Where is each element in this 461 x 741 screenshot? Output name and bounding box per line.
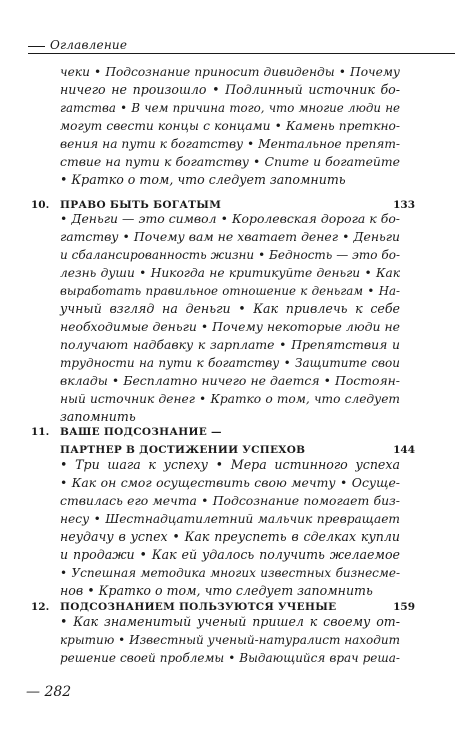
toc-line: неудачу в успех • Как преуспеть в сделках купли	[60, 529, 400, 544]
chapter-12-title: ПОДСОЗНАНИЕМ ПОЛЬЗУЮТСЯ УЧЕНЫЕ	[60, 601, 337, 613]
toc-line: ничего не произошло • Подлинный источник бо-	[60, 82, 400, 97]
toc-line: • Как знаменитый ученый пришел к своему от-	[60, 614, 400, 629]
header-dash	[28, 46, 45, 47]
toc-line: чеки • Подсознание приносит дивиденды • Почему	[60, 65, 400, 79]
toc-line: вения на пути к богатству • Ментальное препят-	[60, 137, 400, 151]
toc-line: ный источник денег • Кратко о том, что следует	[60, 392, 400, 406]
toc-line: решение своей проблемы • Выдающийся врач реша-	[60, 651, 400, 665]
toc-line: трудности на пути к богатству • Защитите свои	[60, 356, 400, 370]
toc-line: ствилась его мечта • Подсознание помогает биз-	[60, 493, 400, 508]
page-number: — 282	[26, 684, 72, 700]
toc-line: крытию • Известный ученый-натуралист находит	[60, 633, 400, 647]
toc-line: нов • Кратко о том, что следует запомнить	[60, 583, 373, 598]
toc-continuation	[60, 63, 400, 189]
chapter-10-contents	[60, 210, 400, 426]
chapter-11-title: ВАШЕ ПОДСОЗНАНИЕ —	[60, 426, 222, 438]
chapter-11-title-line2: ПАРТНЕР В ДОСТИЖЕНИИ УСПЕХОВ	[60, 444, 306, 456]
toc-line: необходимые деньги • Почему некоторые люди не	[60, 319, 400, 334]
toc-line: • Деньги — это символ • Королевская дорога к бо-	[60, 211, 400, 226]
toc-line: запомнить	[60, 409, 136, 424]
toc-line: выработать правильное отношение к деньгам • На-	[60, 284, 400, 298]
toc-line: ствие на пути к богатству • Спите и богатейте	[60, 154, 400, 169]
toc-line: • Как он смог осуществить свою мечту • Осуще-	[60, 475, 400, 490]
toc-line: и продажи • Как ей удалось получить желаемое	[60, 547, 400, 562]
chapter-12-contents	[60, 613, 400, 667]
toc-line: гатства • В чем причина того, что многие люди не	[60, 101, 400, 115]
toc-line: лезнь души • Никогда не критикуйте деньги • Как	[60, 266, 400, 280]
toc-line: • Три шага к успеху • Мера истинного успеха	[60, 457, 400, 472]
chapter-12-page: 159	[393, 601, 415, 613]
chapter-10-number: 10.	[31, 199, 50, 211]
toc-line: • Кратко о том, что следует запомнить	[60, 172, 346, 187]
running-header: Оглавление	[50, 38, 128, 52]
toc-line: • Успешная методика многих известных бизнесме-	[60, 566, 400, 580]
chapter-11-page: 144	[393, 444, 415, 456]
chapter-10-page: 133	[393, 199, 415, 211]
toc-line: несу • Шестнадцатилетний мальчик превращает	[60, 512, 400, 526]
toc-line: получают надбавку к зарплате • Препятствия и	[60, 337, 400, 352]
chapter-11-number: 11.	[31, 426, 50, 438]
toc-line: учный взгляд на деньги • Как привлечь к себе	[60, 301, 400, 316]
page-number-value: 282	[44, 684, 72, 700]
chapter-11-contents	[60, 456, 400, 600]
header-rule	[28, 53, 455, 54]
toc-line: могут свести концы с концами • Камень преткно-	[60, 119, 400, 133]
toc-line: и сбалансированность жизни • Бедность — это бо-	[60, 248, 400, 262]
toc-line: вклады • Бесплатно ничего не дается • Постоян-	[60, 373, 400, 388]
chapter-10-title: ПРАВО БЫТЬ БОГАТЫМ	[60, 199, 222, 211]
chapter-12-number: 12.	[31, 601, 50, 613]
toc-line: гатству • Почему вам не хватает денег • Деньги	[60, 229, 400, 244]
